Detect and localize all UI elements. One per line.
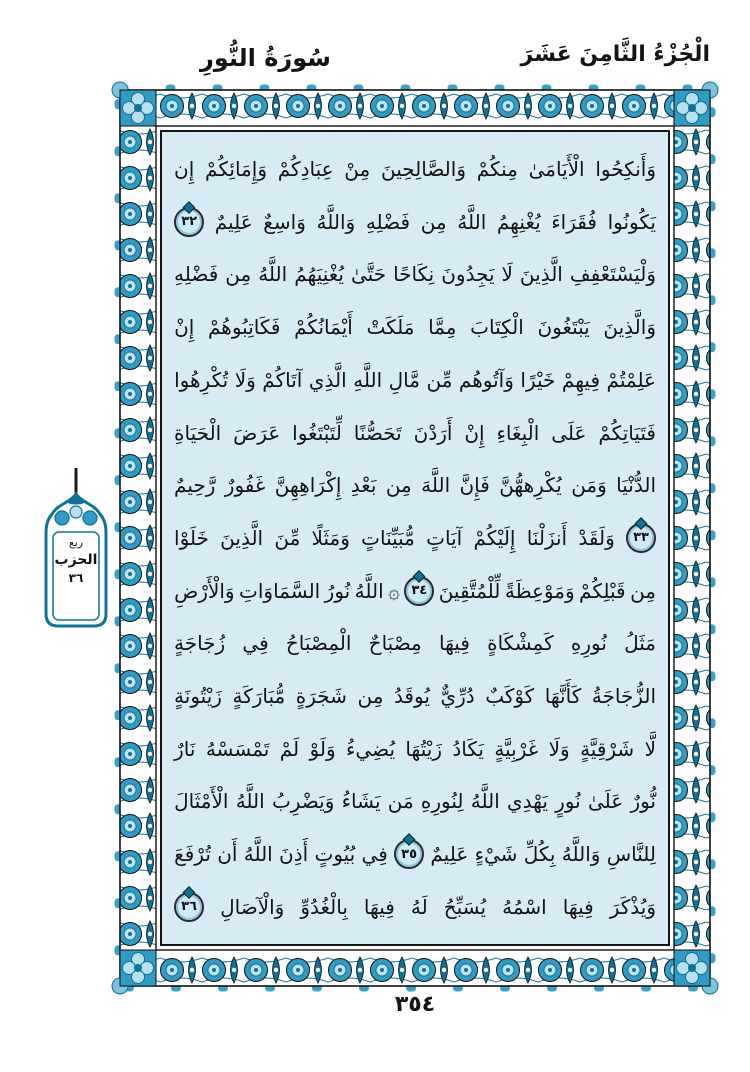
quran-word: وَلَقَدْ xyxy=(578,525,615,550)
quran-line xyxy=(174,460,656,510)
quran-line xyxy=(174,249,656,299)
quran-word: زُجَاجَةٍ xyxy=(174,631,226,656)
quran-word: لَمْ xyxy=(279,736,300,761)
quran-word: يُكْرِههُّنَّ xyxy=(499,473,562,498)
quran-line xyxy=(174,302,656,352)
quran-word: مَثَلُ xyxy=(624,631,656,656)
quran-line xyxy=(174,144,656,194)
quran-word: يَشَاءُ xyxy=(341,789,381,814)
quran-word: فِيهَا xyxy=(363,894,395,919)
quran-line xyxy=(174,618,656,668)
quran-word: مِنكُمْ xyxy=(476,157,518,181)
quran-line xyxy=(174,882,656,932)
quran-word: عَلَىٰ xyxy=(587,789,624,814)
quran-line xyxy=(174,513,656,563)
quran-word: السَّمَاوَاتِ xyxy=(239,578,321,603)
quran-word: اللَّهُ xyxy=(243,842,273,867)
quran-word: مَن xyxy=(387,789,414,814)
quran-word: مُّبَارَكَةٍ xyxy=(232,684,286,709)
quran-line xyxy=(174,566,656,616)
quran-word: اللَّهُ xyxy=(354,578,384,603)
quran-word: فِي xyxy=(361,842,388,867)
quran-line xyxy=(174,671,656,721)
quran-word: نُورٍ xyxy=(555,789,581,814)
quran-word: بِالْغُدُوِّ xyxy=(300,894,348,919)
quran-word: تُكْرِهُوا xyxy=(174,367,229,392)
quran-word: دُرِّيٌّ xyxy=(440,684,475,709)
quran-word: مِّنَ xyxy=(274,525,301,550)
page-number: ٣٥٤ xyxy=(394,992,436,1017)
quran-word: الْأَمْثَالَ xyxy=(174,789,229,814)
quran-word: وَاسِعٌ xyxy=(263,209,306,234)
quran-word: مِن xyxy=(385,473,412,498)
quran-word: يَهْدِي xyxy=(507,789,548,814)
quran-word: نُّورٌ xyxy=(630,789,656,814)
quran-word: إِكْرَاهِهِنَّ xyxy=(274,473,342,498)
quran-word: الْمِصْبَاحُ xyxy=(285,631,352,656)
quran-word: وَلَا xyxy=(548,736,570,761)
quran-word: يُضِيءُ xyxy=(346,736,396,761)
quran-word: مُّبَيِّنَاتٍ xyxy=(361,525,415,550)
quran-word: أَن xyxy=(217,842,238,867)
quran-word: عَلِيمٌ xyxy=(214,209,253,234)
quran-word: بَعْدِ xyxy=(350,473,377,498)
quran-word: وَإِمَائِكُمْ xyxy=(205,157,267,181)
quran-word: مِن xyxy=(357,684,384,709)
quran-word: تُرْفَعَ xyxy=(174,842,211,867)
quran-word: يُغْنِهِمُ xyxy=(496,209,541,234)
quran-word: بِكُلِّ xyxy=(523,842,556,867)
quran-word: نَارٌ xyxy=(174,736,196,761)
quran-word: غَرْبِيَّةٍ xyxy=(494,736,539,761)
quran-word: وَأَنكِحُوا xyxy=(595,157,656,181)
quran-word: لَا xyxy=(501,262,513,287)
quran-word: كَأَنَّهَا xyxy=(544,684,582,709)
quran-word: إِنْ xyxy=(464,420,485,445)
quran-word: اللَّهُ xyxy=(258,262,288,287)
quran-word: شَرْقِيَّةٍ xyxy=(580,736,635,761)
quran-word: الْكِتَابَ xyxy=(470,315,524,340)
quran-word: كَمِشْكَاةٍ xyxy=(487,631,554,656)
quran-word: مَلَكَتْ xyxy=(366,315,415,340)
quran-word: مِمَّا xyxy=(428,315,457,340)
quran-word: لِلنَّاسِ xyxy=(606,842,656,867)
quran-word: مِصْبَاحٌ xyxy=(368,631,422,656)
quran-word: يُوقَدُ xyxy=(393,684,430,709)
quran-word: اللَّهُ xyxy=(457,209,487,234)
quran-word: يُغْنِيَهُمُ xyxy=(294,262,345,287)
quran-word: وَمَن xyxy=(571,473,607,498)
quran-word: الْبِغَاءِ xyxy=(496,420,540,445)
quran-word: لِّتَبْتَغُوا xyxy=(292,420,342,445)
quran-line xyxy=(174,355,656,405)
quran-word: شَيْءٍ xyxy=(474,842,518,867)
quran-word: اللَّهُ xyxy=(235,789,265,814)
quran-word: وَالَّذِينَ xyxy=(603,315,656,340)
quran-word: الَّذِينَ xyxy=(519,262,563,287)
quran-word: فِيهِمْ xyxy=(561,367,601,392)
quran-word: تَمْسَسْهُ xyxy=(205,736,270,761)
quran-word: يَبْتَغُونَ xyxy=(537,315,590,340)
quran-word: فَإِنَّ xyxy=(459,473,490,498)
quran-word: غَفُورٌ xyxy=(224,473,266,498)
quran-word: الْحَيَاةِ xyxy=(174,420,222,445)
quran-word: لِّلْمُتَّقِينَ xyxy=(438,578,501,603)
quran-word: اللَّهَ xyxy=(421,473,451,498)
quran-word: زَيْتُهَا xyxy=(405,736,442,761)
quran-word: نُورُ xyxy=(324,578,351,603)
quran-word: فِيهَا xyxy=(438,631,470,656)
quran-word: مِن xyxy=(630,578,656,603)
quran-word: وَلَا xyxy=(234,367,256,392)
surah-title: سُورَةُ النُّورِ xyxy=(200,44,331,72)
quran-word: لَّا xyxy=(644,736,656,761)
quran-word: عَلَى xyxy=(551,420,587,445)
text-panel xyxy=(160,130,670,946)
quran-word: يَكَادُ xyxy=(452,736,484,761)
quran-word: فِيهَا xyxy=(562,894,594,919)
quran-word: آيَاتٍ xyxy=(426,525,463,550)
juz-title: الْجُزْءُ الثَّامِنَ عَشَرَ xyxy=(520,42,710,67)
quran-word: وَالصَّالِحِينَ xyxy=(380,157,466,181)
quran-word: نِكَاحًا xyxy=(393,262,435,287)
quran-word: رَّحِيمٌ xyxy=(174,473,216,498)
quran-word: عَلِيمٌ xyxy=(430,842,469,867)
quran-word: مِن xyxy=(225,262,252,287)
ayah-number-badge: ٣٣ xyxy=(626,523,656,553)
quran-word: إِنْ xyxy=(174,315,195,340)
quran-word: إِلَيْكُمْ xyxy=(473,525,516,550)
quran-line xyxy=(174,197,656,247)
quran-word: لَهُ xyxy=(410,894,428,919)
quran-word: وَيَضْرِبُ xyxy=(271,789,335,814)
quran-word: فَضْلِهِ xyxy=(174,262,219,287)
quran-line xyxy=(174,724,656,774)
quran-word: أَرَدْنَ xyxy=(413,420,453,445)
quran-word: وَمَوْعِظَةً xyxy=(504,578,575,603)
quran-word: الْأَيَامَىٰ xyxy=(528,157,585,181)
quran-word: خَيْرًا xyxy=(520,367,556,392)
quran-word: وَلْيَسْتَعْفِفِ xyxy=(569,262,656,287)
quran-word: فَتَيَاتِكُمْ xyxy=(598,420,656,445)
quran-line xyxy=(174,776,656,826)
quran-word: مِّن xyxy=(426,367,453,392)
quran-word: لِنُورِهِ xyxy=(420,789,464,814)
quran-word: كَوْكَبٌ xyxy=(485,684,535,709)
quran-word: يَكُونُوا xyxy=(607,209,656,234)
quran-word: شَجَرَةٍ xyxy=(295,684,347,709)
quran-word: أَنزَلْنَا xyxy=(526,525,568,550)
quran-word: الَّذِي xyxy=(308,367,347,392)
quran-word: مِن xyxy=(420,209,447,234)
quran-word: وَاللَّهُ xyxy=(561,842,601,867)
hizb-marker xyxy=(38,468,114,638)
quran-word: فَكَاتِبُوهُمْ xyxy=(207,315,281,340)
hizb-number: ٣٦ xyxy=(68,570,84,585)
quran-word: وَالْأَرْضِ xyxy=(174,578,235,603)
quran-word: قَبْلِكُمْ xyxy=(579,578,626,603)
ayah-number-badge: ٣٢ xyxy=(174,207,204,237)
quran-word: وَلَوْ xyxy=(309,736,336,761)
quran-word: اسْمُهُ xyxy=(502,894,547,919)
ayah-number-badge: ٣٤ xyxy=(404,576,434,606)
quran-word: أَذِنَ xyxy=(279,842,309,867)
quran-word: وَآتُوهُم xyxy=(458,367,514,392)
quran-word: اللَّهِ xyxy=(353,367,383,392)
quran-word: فُقَرَاءَ xyxy=(551,209,597,234)
quran-line xyxy=(174,829,656,879)
quran-word: اللَّهُ xyxy=(470,789,500,814)
quran-word: مِنْ xyxy=(344,157,371,181)
quran-word: نُورِهِ xyxy=(570,631,607,656)
quran-word: مَّالِ xyxy=(388,367,420,392)
quran-line xyxy=(174,408,656,458)
hizb-label-hizb: الحزب xyxy=(54,551,98,568)
quran-word: وَمَثَلًا xyxy=(311,525,350,550)
quran-word: عَلِمْتُمْ xyxy=(606,367,656,392)
quran-word: الدُّنْيَا xyxy=(616,473,656,498)
ayah-number-badge: ٣٥ xyxy=(394,839,424,869)
quran-word: بُيُوتٍ xyxy=(314,842,356,867)
quran-word: يُسَبِّحُ xyxy=(443,894,487,919)
quran-word: خَلَوْا xyxy=(174,525,209,550)
quran-word: عَرَضَ xyxy=(233,420,281,445)
quran-word: فَضْلِهِ xyxy=(365,209,411,234)
quran-word: الزُّجَاجَةُ xyxy=(591,684,656,709)
quran-word: ۞ xyxy=(388,578,400,603)
quran-word: الَّذِينَ xyxy=(220,525,264,550)
quran-word: يَجِدُونَ xyxy=(441,262,495,287)
ayah-number-badge: ٣٦ xyxy=(174,892,204,922)
quran-word: وَاللَّهُ xyxy=(316,209,356,234)
quran-word: أَيْمَانُكُمْ xyxy=(294,315,353,340)
quran-word: إِن xyxy=(174,157,195,181)
quran-word: وَيُذْكَرَ xyxy=(609,894,656,919)
quran-word: وَالْآصَالِ xyxy=(220,894,285,919)
quran-word: آتَاكُمْ xyxy=(262,367,303,392)
quran-word: تَحَصُّنًا xyxy=(353,420,402,445)
quran-word: زَيْتُونَةٍ xyxy=(174,684,222,709)
quran-word: فِي xyxy=(242,631,269,656)
quran-word: عِبَادِكُمْ xyxy=(277,157,334,181)
decorative-frame xyxy=(118,88,712,988)
quran-word: حَتَّىٰ xyxy=(351,262,387,287)
hizb-label-rub: ربع xyxy=(68,536,84,549)
